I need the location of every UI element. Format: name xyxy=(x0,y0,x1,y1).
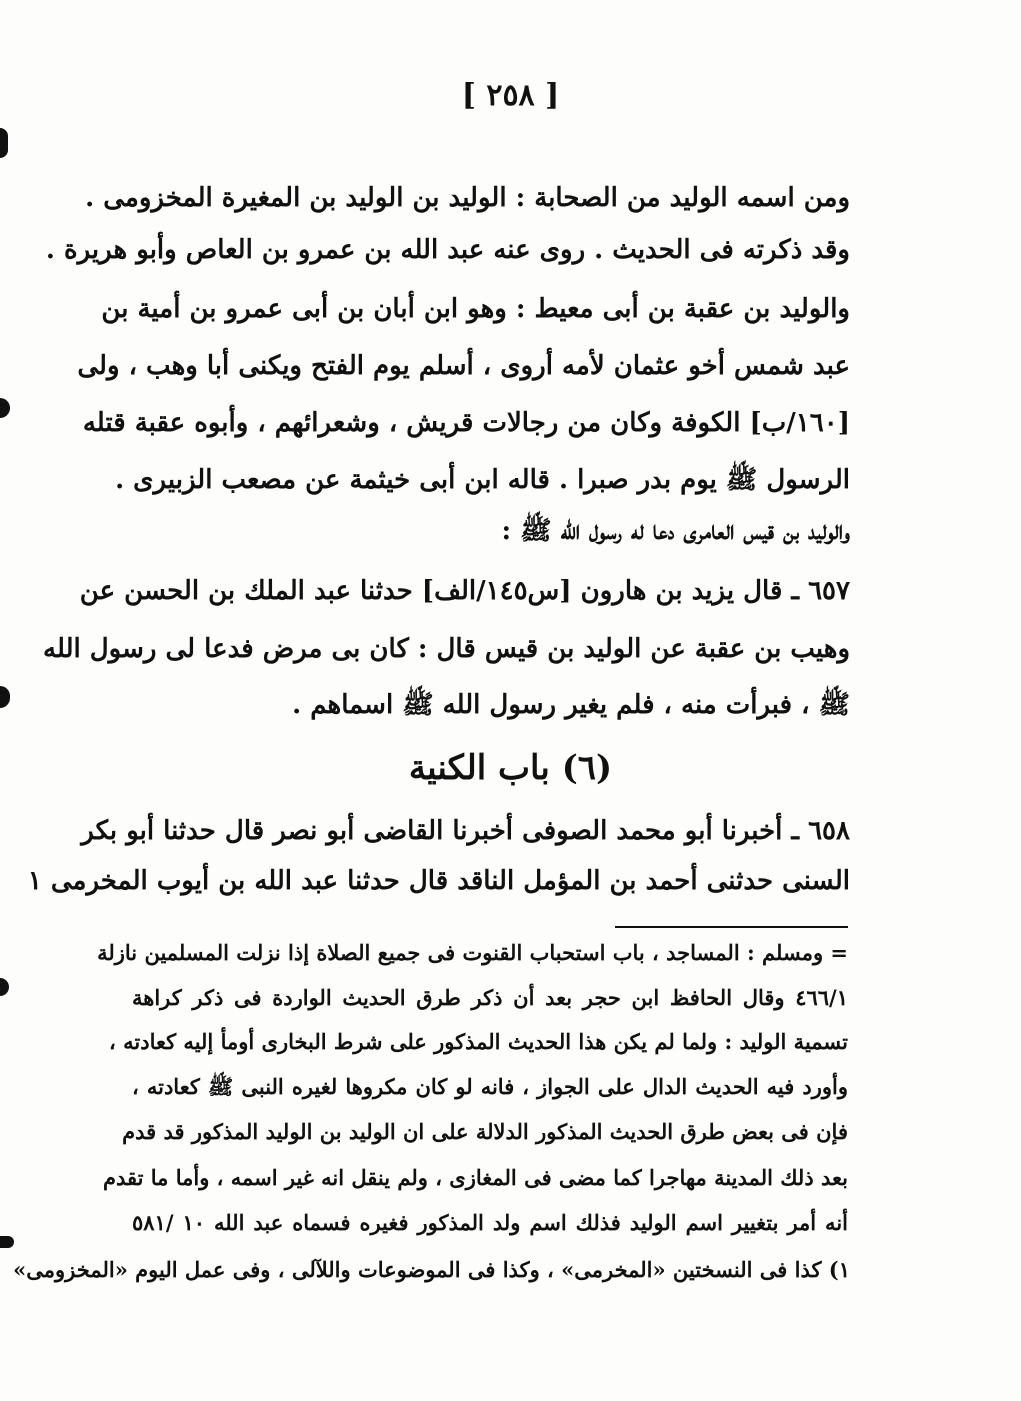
body-line-1: ومن اسمه الوليد من الصحابة : الوليد بن الوليد بن المغيرة المخزومى . xyxy=(85,183,850,213)
footnote-line-5: فإن فى بعض طرق الحديث المذكور الدلالة على ان الوليد بن الوليد المذكور قد قدم xyxy=(122,1119,848,1144)
scan-edge-mark xyxy=(0,128,8,158)
body-line-2: وقد ذكرته فى الحديث . روى عنه عبد الله بن عمرو بن العاص وأبو هريرة . xyxy=(45,235,850,265)
footnote-divider xyxy=(615,926,848,928)
scan-edge-mark xyxy=(0,1236,14,1248)
body-line-9: وهيب بن عقبة عن الوليد بن قيس قال : كان بى مرض فدعا لى رسول الله xyxy=(43,634,850,664)
page-number: [ ٢٥٨ ] xyxy=(461,78,560,113)
footnote-line-2: ٤٦٦/١ وقال الحافظ ابن حجر بعد أن ذكر طرق الحديث الواردة فى ذكر كراهة xyxy=(132,985,848,1010)
scan-edge-mark xyxy=(0,686,10,708)
footnote-line-6: بعد ذلك المدينة مهاجرا كما مضى فى المغازى ، ولم ينقل انه غير اسمه ، وأما ما تقدم xyxy=(102,1165,848,1190)
body-line-8: ٦٥٧ ـ قال يزيد بن هارون [س١٤٥/الف] حدثنا عبد الملك بن الحسن عن xyxy=(79,576,850,606)
footnote-line-1: = ومسلم : المساجد ، باب استحباب القنوت فى جميع الصلاة إذا نزلت المسلمين نازلة xyxy=(97,940,848,965)
body-line-5: [١٦٠/ب] الكوفة وكان من رجالات قريش ، وشعرائهم ، وأبوه عقبة قتله xyxy=(82,408,850,438)
section-line-2: السنى حدثنى أحمد بن المؤمل الناقد قال حدثنا عبد الله بن أيوب المخرمى ١ xyxy=(27,866,850,896)
footnote-line-4: وأورد فيه الحديث الدال على الجواز ، فانه لو كان مكروها لغيره النبى ﷺ كعادته ، xyxy=(132,1074,848,1099)
body-line-10: ﷺ ، فبرأت منه ، فلم يغير رسول الله ﷺ اسماهم . xyxy=(292,690,850,720)
footnote-line-7: أنه أمر بتغيير اسم الوليد فذلك اسم ولد المذكور فغيره فسماه عبد الله ١٠ /٥٨١ xyxy=(132,1210,848,1235)
body-line-3: والوليد بن عقبة بن أبى معيط : وهو ابن أبان بن أبى عمرو بن أمية بن xyxy=(101,294,850,324)
scan-edge-mark xyxy=(0,398,10,418)
footnote-line-3: تسمية الوليد : ولما لم يكن هذا الحديث المذكور على شرط البخارى أومأ إليه كعادته ، xyxy=(109,1029,848,1054)
body-line-7: والوليد بن قيس العامرى دعا له رسول الله ﷺ : xyxy=(501,516,850,546)
footnote-line-8: ١) كذا فى النسختين «المخرمى» ، وكذا فى الموضوعات واللآلى ، وفى عمل اليوم «المخزومى» xyxy=(13,1257,850,1282)
chapter-heading: (٦) باب الكنية xyxy=(408,748,613,788)
body-line-6: الرسول ﷺ يوم بدر صبرا . قاله ابن أبى خيثمة عن مصعب الزبيرى . xyxy=(115,465,850,495)
section-line-1: ٦٥٨ ـ أخبرنا أبو محمد الصوفى أخبرنا القاضى أبو نصر قال حدثنا أبو بكر xyxy=(81,816,850,846)
body-line-4: عبد شمس أخو عثمان لأمه أروى ، أسلم يوم الفتح ويكنى أبا وهب ، ولى xyxy=(77,351,850,381)
scan-edge-mark xyxy=(0,978,9,996)
